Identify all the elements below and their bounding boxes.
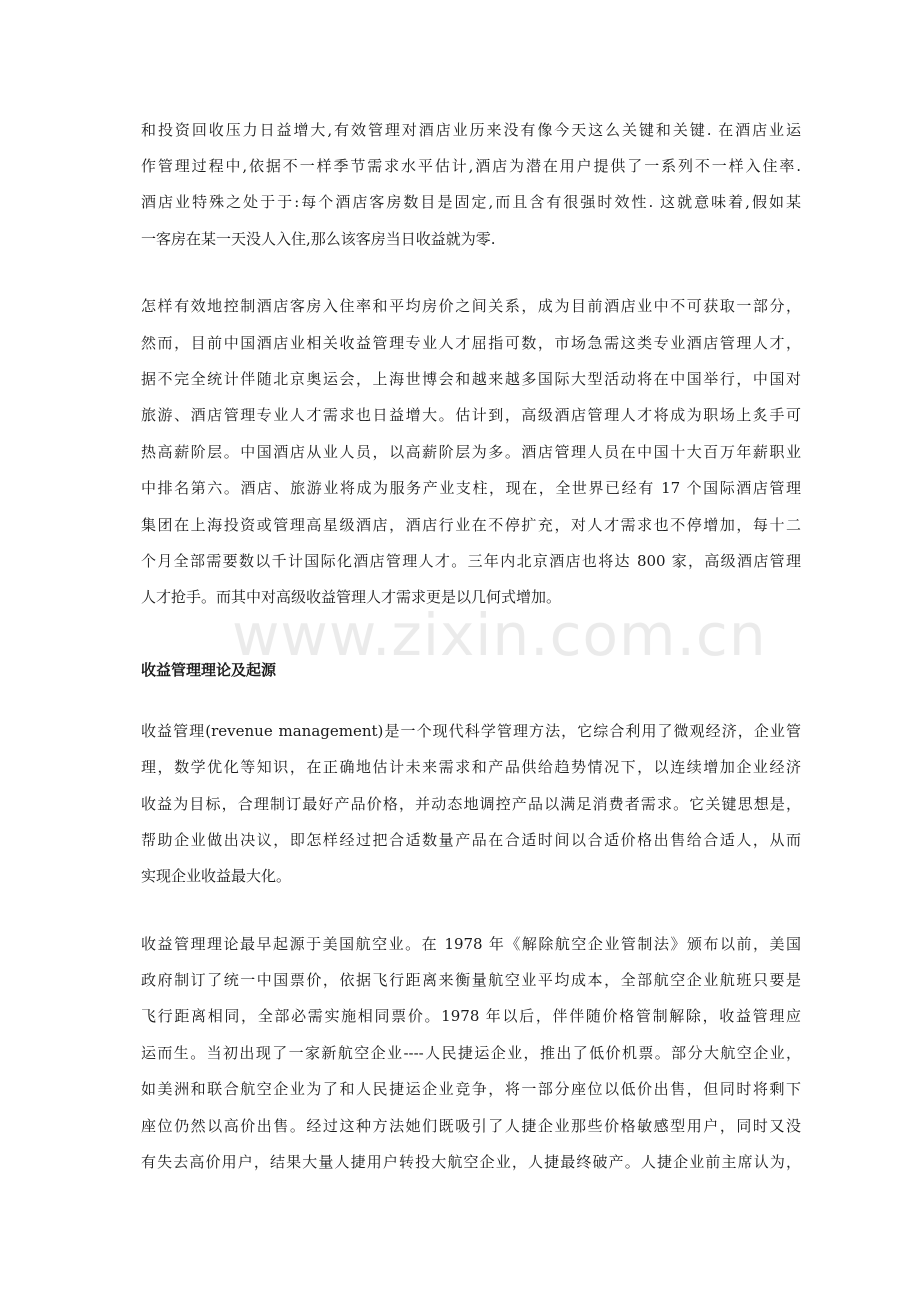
paragraph-line: 理，数学优化等知识，在正确地估计未来需求和产品供给趋势情况下，以连续增加企业经济 bbox=[141, 758, 801, 776]
paragraph-line: 收益管理理论最早起源于美国航空业。在 1978 年《解除航空企业管制法》颁布以前，美国 bbox=[141, 935, 801, 953]
paragraph-line: 作管理过程中,依据不一样季节需求水平估计,酒店为潜在用户提供了一系列不一样入住率. bbox=[141, 157, 801, 175]
paragraph-line: 帮助企业做出决议，即怎样经过把合适数量产品在合适时间以合适价格出售给合适人，从而 bbox=[141, 831, 801, 849]
paragraph-line: 中排名第六。酒店、旅游业将成为服务产业支柱，现在，全世界已经有 17 个国际酒店管理 bbox=[141, 479, 801, 497]
paragraph-line: 运而生。当初出现了一家新航空企业----人民捷运企业，推出了低价机票。部分大航空企业， bbox=[141, 1044, 801, 1062]
paragraph-line: 和投资回收压力日益增大,有效管理对酒店业历来没有像今天这么关键和关键. 在酒店业运 bbox=[141, 121, 801, 139]
paragraph-line: 集团在上海投资或管理高星级酒店，酒店行业在不停扩充，对人才需求也不停增加，每十二 bbox=[141, 516, 801, 534]
paragraph-line: 热高薪阶层。中国酒店从业人员，以高薪阶层为多。酒店管理人员在中国十大百万年薪职业 bbox=[141, 443, 801, 461]
paragraph-line: 旅游、酒店管理专业人才需求也日益增大。估计到，高级酒店管理人才将成为职场上炙手可 bbox=[141, 406, 801, 424]
watermark: www.zixin.com.cn bbox=[232, 601, 767, 669]
paragraph-line: 实现企业收益最大化。 bbox=[141, 867, 292, 885]
paragraph-line: 收益为目标，合理制订最好产品价格，并动态地调控产品以满足消费者需求。它关键思想是， bbox=[141, 795, 801, 813]
paragraph-line: 酒店业特殊之处于于:每个酒店客房数目是固定,而且含有很强时效性. 这就意味着,假如某 bbox=[141, 193, 801, 211]
section-heading: 收益管理理论及起源 bbox=[141, 661, 277, 679]
paragraph-line: 如美洲和联合航空企业为了和人民捷运企业竞争，将一部分座位以低价出售，但同时将剩下 bbox=[141, 1080, 801, 1098]
paragraph-line: 政府制订了统一中国票价，依据飞行距离来衡量航空业平均成本，全部航空企业航班只要是 bbox=[141, 971, 801, 989]
paragraph-line: 一客房在某一天没人入住,那么该客房当日收益就为零. bbox=[141, 230, 496, 248]
paragraph-line: 据不完全统计伴随北京奥运会，上海世博会和越来越多国际大型活动将在中国举行，中国对 bbox=[141, 370, 801, 388]
paragraph-line: 然而，目前中国酒店业相关收益管理专业人才屈指可数，市场急需这类专业酒店管理人才， bbox=[141, 334, 801, 352]
paragraph-line: 有失去高价用户，结果大量人捷用户转投大航空企业，人捷最终破产。人捷企业前主席认为， bbox=[141, 1153, 801, 1171]
paragraph-line: 个月全部需要数以千计国际化酒店管理人才。三年内北京酒店也将达 800 家，高级酒店管理 bbox=[141, 552, 801, 570]
paragraph-line: 座位仍然以高价出售。经过这种方法她们既吸引了人捷企业那些价格敏感型用户，同时又没 bbox=[141, 1117, 801, 1135]
paragraph-line: 飞行距离相同，全部必需实施相同票价。1978 年以后，伴伴随价格管制解除，收益管理应 bbox=[141, 1007, 801, 1025]
paragraph-line: 人才抢手。而其中对高级收益管理人才需求更是以几何式增加。 bbox=[141, 588, 562, 606]
paragraph-line: 收益管理(revenue management)是一个现代科学管理方法，它综合利用了微观经济，企业管 bbox=[141, 722, 801, 740]
paragraph-line: 怎样有效地控制酒店客房入住率和平均房价之间关系，成为目前酒店业中不可获取一部分， bbox=[141, 297, 801, 315]
